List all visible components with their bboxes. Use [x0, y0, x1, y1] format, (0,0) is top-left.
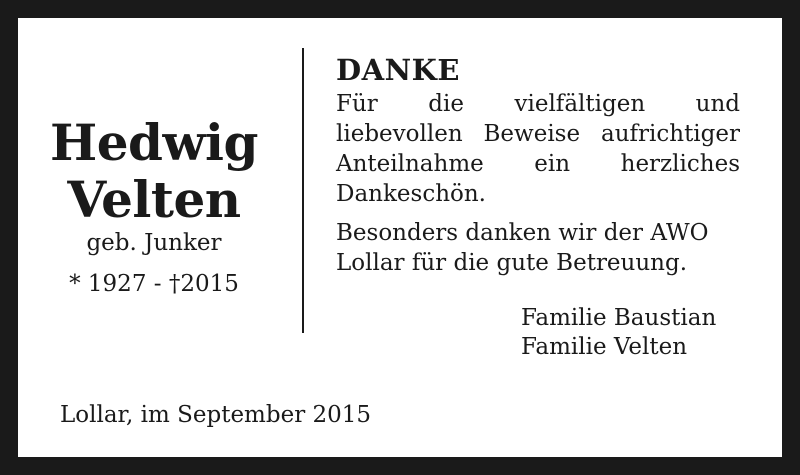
- place-date: Lollar, im September 2015: [60, 402, 372, 428]
- signature-baustian: Familie Baustian: [521, 305, 717, 331]
- deceased-first-name: Hedwig: [49, 113, 258, 172]
- signature-velten: Familie Velten: [521, 334, 688, 360]
- special-thanks-text: Besonders danken wir der AWO Lollar für die gute Betreuung.: [336, 220, 709, 276]
- life-dates: * 1927 - †2015: [69, 271, 239, 297]
- notice-card: [18, 18, 782, 457]
- birth-name: geb. Junker: [86, 230, 222, 256]
- thanks-heading: DANKE: [336, 53, 460, 87]
- thanks-text: Für die vielfältigen und liebevollen Beweise aufrichtiger Anteilnahme ein herzliches Dankeschön.: [336, 91, 740, 207]
- vertical-divider: [302, 48, 304, 333]
- deceased-last-name: Velten: [67, 170, 241, 229]
